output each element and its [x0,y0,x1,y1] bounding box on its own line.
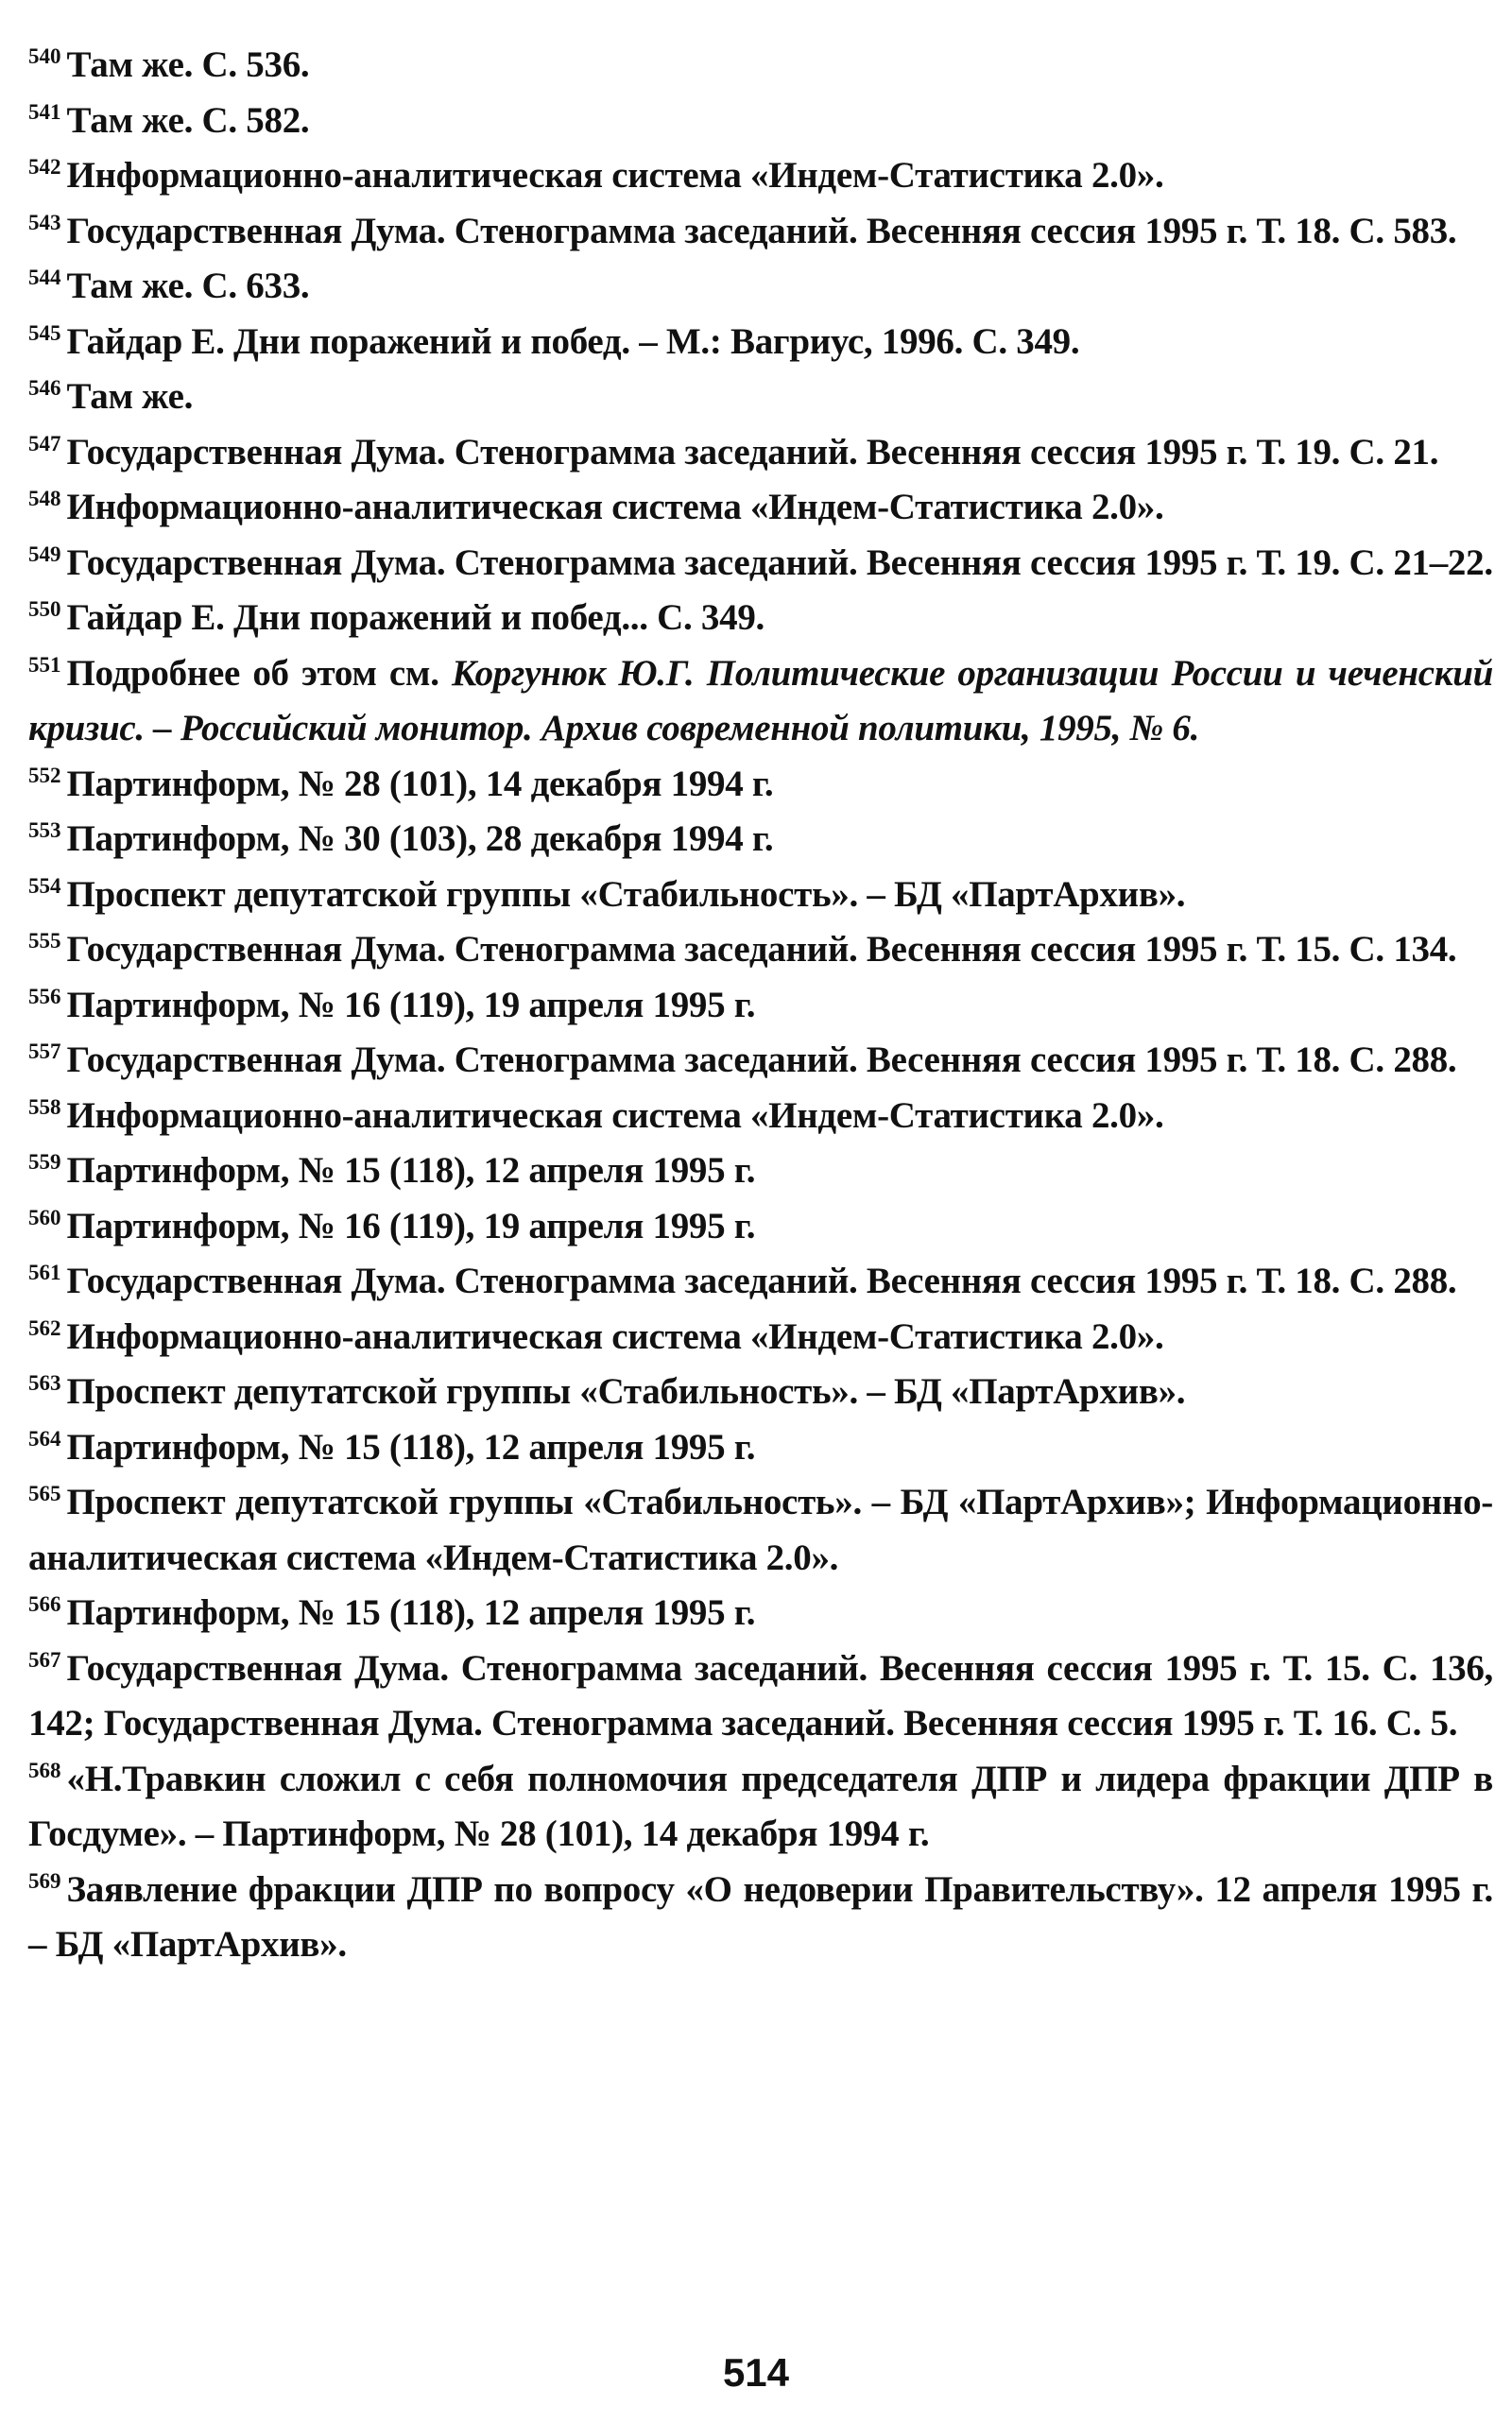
footnote-text: Государственная Дума. Стенограмма заседаний. Весенняя сессия 1995 г. Т. 15. С. 136, 142; Государственная Дума. Стенограмма заседаний. Весенняя сессия 1995 г. Т. 16. С. 5. [28,1647,1493,1744]
footnote [28,1863,1493,1973]
footnote [28,757,1493,813]
footnote [28,1752,1493,1863]
footnote-number: 552 [28,763,61,787]
footnote-text: Партинформ, № 15 (118), 12 апреля 1995 г. [66,1426,756,1468]
footnote-number: 554 [28,873,61,898]
footnote [28,1254,1493,1310]
footnote [28,1641,1493,1752]
footnote [28,1199,1493,1255]
footnote [28,812,1493,868]
footnote [28,922,1493,978]
footnote [28,259,1493,315]
footnote-number: 544 [28,266,61,289]
footnote [28,480,1493,536]
footnote [28,1475,1493,1586]
footnote-text: Партинформ, № 28 (101), 14 декабря 1994 г. [66,763,774,804]
footnote-number: 565 [28,1482,61,1505]
footnote-number: 556 [28,984,61,1008]
footnote-number: 563 [28,1371,61,1395]
footnote-text: Государственная Дума. Стенограмма заседаний. Весенняя сессия 1995 г. Т. 18. С. 583. [66,210,1457,251]
footnote-number: 559 [28,1150,61,1174]
footnote [28,369,1493,425]
footnote-text: Информационно-аналитическая система «Индем-Статистика 2.0». [66,155,1164,196]
footnote-number: 543 [28,210,61,234]
footnote [28,148,1493,204]
footnote-text: «Н.Травкин сложил с себя полномочия председателя ДПР и лидера фракции ДПР в Госдуме». – Партинформ, № 28 (101), 14 декабря 1994 г. [28,1758,1493,1854]
footnote-text: Там же. [66,376,194,417]
footnote [28,1586,1493,1641]
footnote [28,536,1493,592]
footnote-text: Информационно-аналитическая система «Индем-Статистика 2.0». [66,1315,1164,1357]
footnote-text: Там же. С. 536. [66,44,310,85]
footnote [28,38,1493,94]
footnote-text: Партинформ, № 15 (118), 12 апреля 1995 г. [66,1150,756,1191]
footnote-text: Подробнее об этом см. [66,652,452,694]
footnote-number: 541 [28,99,61,124]
footnote [28,591,1493,646]
footnote [28,1033,1493,1089]
footnote-number: 550 [28,597,61,621]
footnote-number: 551 [28,652,61,677]
footnote-number: 566 [28,1592,61,1616]
footnote-text: Информационно-аналитическая система «Индем-Статистика 2.0». [66,1094,1164,1136]
footnote-text: Информационно-аналитическая система «Индем-Статистика 2.0». [66,487,1164,527]
footnote-number: 555 [28,929,61,953]
footnote-number: 545 [28,320,61,345]
footnote-text: Гайдар Е. Дни поражений и побед. – М.: Вагриус, 1996. С. 349. [66,320,1080,362]
footnote-number: 562 [28,1315,61,1340]
footnote-text: Партинформ, № 16 (119), 19 апреля 1995 г. [66,1205,756,1246]
footnote [28,1365,1493,1420]
footnote-text: Партинформ, № 16 (119), 19 апреля 1995 г. [66,984,756,1025]
footnote-number: 553 [28,818,61,842]
footnote-number: 542 [28,155,61,179]
footnote-text: Партинформ, № 30 (103), 28 декабря 1994 г. [66,818,774,859]
footnote-text: Государственная Дума. Стенограмма заседаний. Весенняя сессия 1995 г. Т. 18. С. 288. [66,1040,1457,1080]
footnote [28,315,1493,370]
footnote-citation-italic: Коргунюк Ю.Г. Политические организации России и чеченский кризис. – Российский монитор. Архив современной политики, 1995, № 6. [28,652,1493,748]
footnote-number: 548 [28,487,61,510]
footnote [28,1143,1493,1199]
footnote-number: 569 [28,1868,61,1893]
footnote-text: Государственная Дума. Стенограмма заседаний. Весенняя сессия 1995 г. Т. 19. С. 21–22. [66,541,1493,583]
footnote-number: 558 [28,1094,61,1119]
footnote-text: Государственная Дума. Стенограмма заседаний. Весенняя сессия 1995 г. Т. 18. С. 288. [66,1261,1457,1301]
footnote [28,646,1493,757]
footnote-text: Проспект депутатской группы «Стабильность». – БД «ПартАрхив»; Информационно-аналитическая система «Индем-Статистика 2.0». [28,1482,1493,1578]
footnote [28,978,1493,1034]
footnote-text: Проспект депутатской группы «Стабильность». – БД «ПартАрхив». [66,873,1186,915]
footnote-text: Там же. С. 633. [66,266,310,306]
footnote-text: Заявление фракции ДПР по вопросу «О недоверии Правительству». 12 апреля 1995 г. – БД «ПартАрхив». [28,1868,1493,1965]
page-number: 514 [722,2350,790,2395]
footnote-text: Проспект депутатской группы «Стабильность». – БД «ПартАрхив». [66,1371,1186,1412]
footnote-number: 540 [28,44,61,68]
footnote-number: 561 [28,1261,61,1284]
footnote [28,204,1493,260]
footnote-text: Государственная Дума. Стенограмма заседаний. Весенняя сессия 1995 г. Т. 19. С. 21. [66,431,1439,473]
footnote [28,868,1493,923]
footnote-text: Гайдар Е. Дни поражений и побед... С. 349. [66,597,765,638]
footnote-text: Государственная Дума. Стенограмма заседаний. Весенняя сессия 1995 г. Т. 15. С. 134. [66,929,1457,970]
footnote [28,425,1493,481]
footnote-text: Там же. С. 582. [66,99,310,141]
footnote-number: 549 [28,541,61,566]
footnote-number: 567 [28,1647,61,1672]
footnote-number: 546 [28,376,61,400]
footnote [28,94,1493,149]
footnote-number: 560 [28,1205,61,1229]
footnote-number: 568 [28,1758,61,1782]
footnote-number: 547 [28,431,61,455]
footnote [28,1089,1493,1144]
footnotes-list [28,38,1493,1973]
footnote [28,1310,1493,1366]
footnote-number: 557 [28,1040,61,1063]
footnote-text: Партинформ, № 15 (118), 12 апреля 1995 г. [66,1592,756,1633]
footnote [28,1420,1493,1476]
footnote-number: 564 [28,1426,61,1451]
